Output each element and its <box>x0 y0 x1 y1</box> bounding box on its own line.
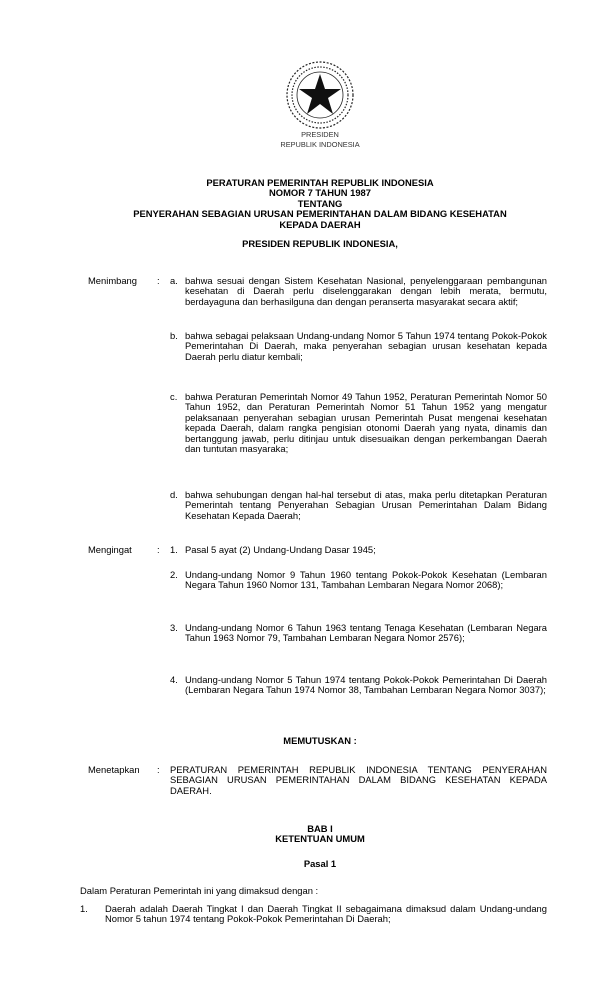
pasal-item: Daerah adalah Daerah Tingkat I dan Daerah Tingkat II sebagaimana dimaksud dalam Undang-undang Nomor 5 tahun 1974 tentang Pokok-Pokok Pemerintahan Di Daerah; <box>105 903 547 925</box>
item-mark: d. <box>170 489 178 500</box>
colon: : <box>157 275 160 286</box>
item-mark: 1. <box>80 903 88 914</box>
header-president: PRESIDEN <box>301 130 339 139</box>
menimbang-item: bahwa Peraturan Pemerintah Nomor 49 Tahun 1952, Peraturan Pemerintah Nomor 50 Tahun 1952, dan Peraturan Pemerintah Nomor 51 Tahun 1952 yang mengatur pelaksanaan penyerahan sebagian urusan Pemerintah Pusat mengenai kesehatan kepada Daerah, dalam rangka pengisian otonomi Daerah yang nyata, dinamis dan bertanggung jawab, perlu ditinjau untuk disesuaikan dengan perkembangan Daerah dan tuntutan masyaraka; <box>185 391 547 455</box>
title-line: PERATURAN PEMERINTAH REPUBLIK INDONESIA <box>206 177 434 188</box>
header-republic: REPUBLIK INDONESIA <box>280 140 360 149</box>
pasal-intro: Dalam Peraturan Pemerintah ini yang dimaksud dengan : <box>80 885 319 896</box>
bab-title: KETENTUAN UMUM <box>275 833 365 844</box>
title-line: NOMOR 7 TAHUN 1987 <box>269 187 371 199</box>
issuer: PRESIDEN REPUBLIK INDONESIA, <box>242 238 398 249</box>
item-mark: 1. <box>170 544 178 555</box>
item-mark: c. <box>170 391 178 402</box>
item-mark: 4. <box>170 674 178 685</box>
mengingat-item: Undang-undang Nomor 6 Tahun 1963 tentang Tenaga Kesehatan (Lembaran Negara Tahun 1963 Nomor 79, Tambahan Lembaran Negara Nomor 2576); <box>185 622 547 644</box>
title-line: PENYERAHAN SEBAGIAN URUSAN PEMERINTAHAN DALAM BIDANG KESEHATAN <box>133 208 507 220</box>
title-block <box>60 178 580 230</box>
menimbang-label: Menimbang <box>88 275 137 286</box>
menimbang-item: bahwa sehubungan dengan hal-hal tersebut di atas, maka perlu ditetapkan Peraturan Pemerintah tentang Penyerahan Sebagian Urusan Pemerintahan Dalam Bidang Kesehatan Kepada Daerah; <box>185 489 547 521</box>
garuda-emblem-icon <box>283 58 357 132</box>
colon: : <box>157 544 160 555</box>
title-line: KEPADA DAERAH <box>279 218 361 230</box>
mengingat-item: Undang-undang Nomor 5 Tahun 1974 tentang Pokok-Pokok Pemerintahan Di Daerah (Lembaran Negara Tahun 1974 Nomor 38, Tambahan Lembaran Negara Nomor 3037); <box>185 674 547 696</box>
item-mark: b. <box>170 330 178 341</box>
mengingat-item: Undang-undang Nomor 9 Tahun 1960 tentang Pokok-Pokok Kesehatan (Lembaran Negara Tahun 1960 Nomor 131, Tambahan Lembaran Negara Nomor 2068); <box>185 569 547 591</box>
item-mark: a. <box>170 275 178 286</box>
item-mark: 3. <box>170 622 178 633</box>
item-mark: 2. <box>170 569 178 580</box>
mengingat-item: Pasal 5 ayat (2) Undang-Undang Dasar 1945; <box>185 544 376 555</box>
menetapkan-label: Menetapkan <box>88 764 140 775</box>
colon: : <box>157 764 160 775</box>
mengingat-label: Mengingat <box>88 544 132 555</box>
menimbang-item: bahwa sebagai pelaksaan Undang-undang Nomor 5 Tahun 1974 tentang Pokok-Pokok Pemerintahan Di Daerah, maka penyerahan sebagian urusan kesehatan kepada Daerah perlu diatur kembali; <box>185 330 547 362</box>
pasal-heading: Pasal 1 <box>303 858 337 869</box>
memutuskan-heading: MEMUTUSKAN : <box>283 735 357 746</box>
menimbang-item: bahwa sesuai dengan Sistem Kesehatan Nasional, penyelenggaraan pembangunan kesehatan di Daerah perlu diselenggarakan dengan lebih merata, bermutu, berdayaguna dan berhasilguna dan dengan peranserta masyarakat secara aktif; <box>185 275 547 307</box>
title-line: TENTANG <box>297 197 343 209</box>
bab-number: BAB I <box>307 823 333 834</box>
menetapkan-text: PERATURAN PEMERINTAH REPUBLIK INDONESIA TENTANG PENYERAHAN SEBAGIAN URUSAN PEMERINTAHAN DALAM BIDANG KESEHATAN KEPADA DAERAH. <box>170 764 547 796</box>
